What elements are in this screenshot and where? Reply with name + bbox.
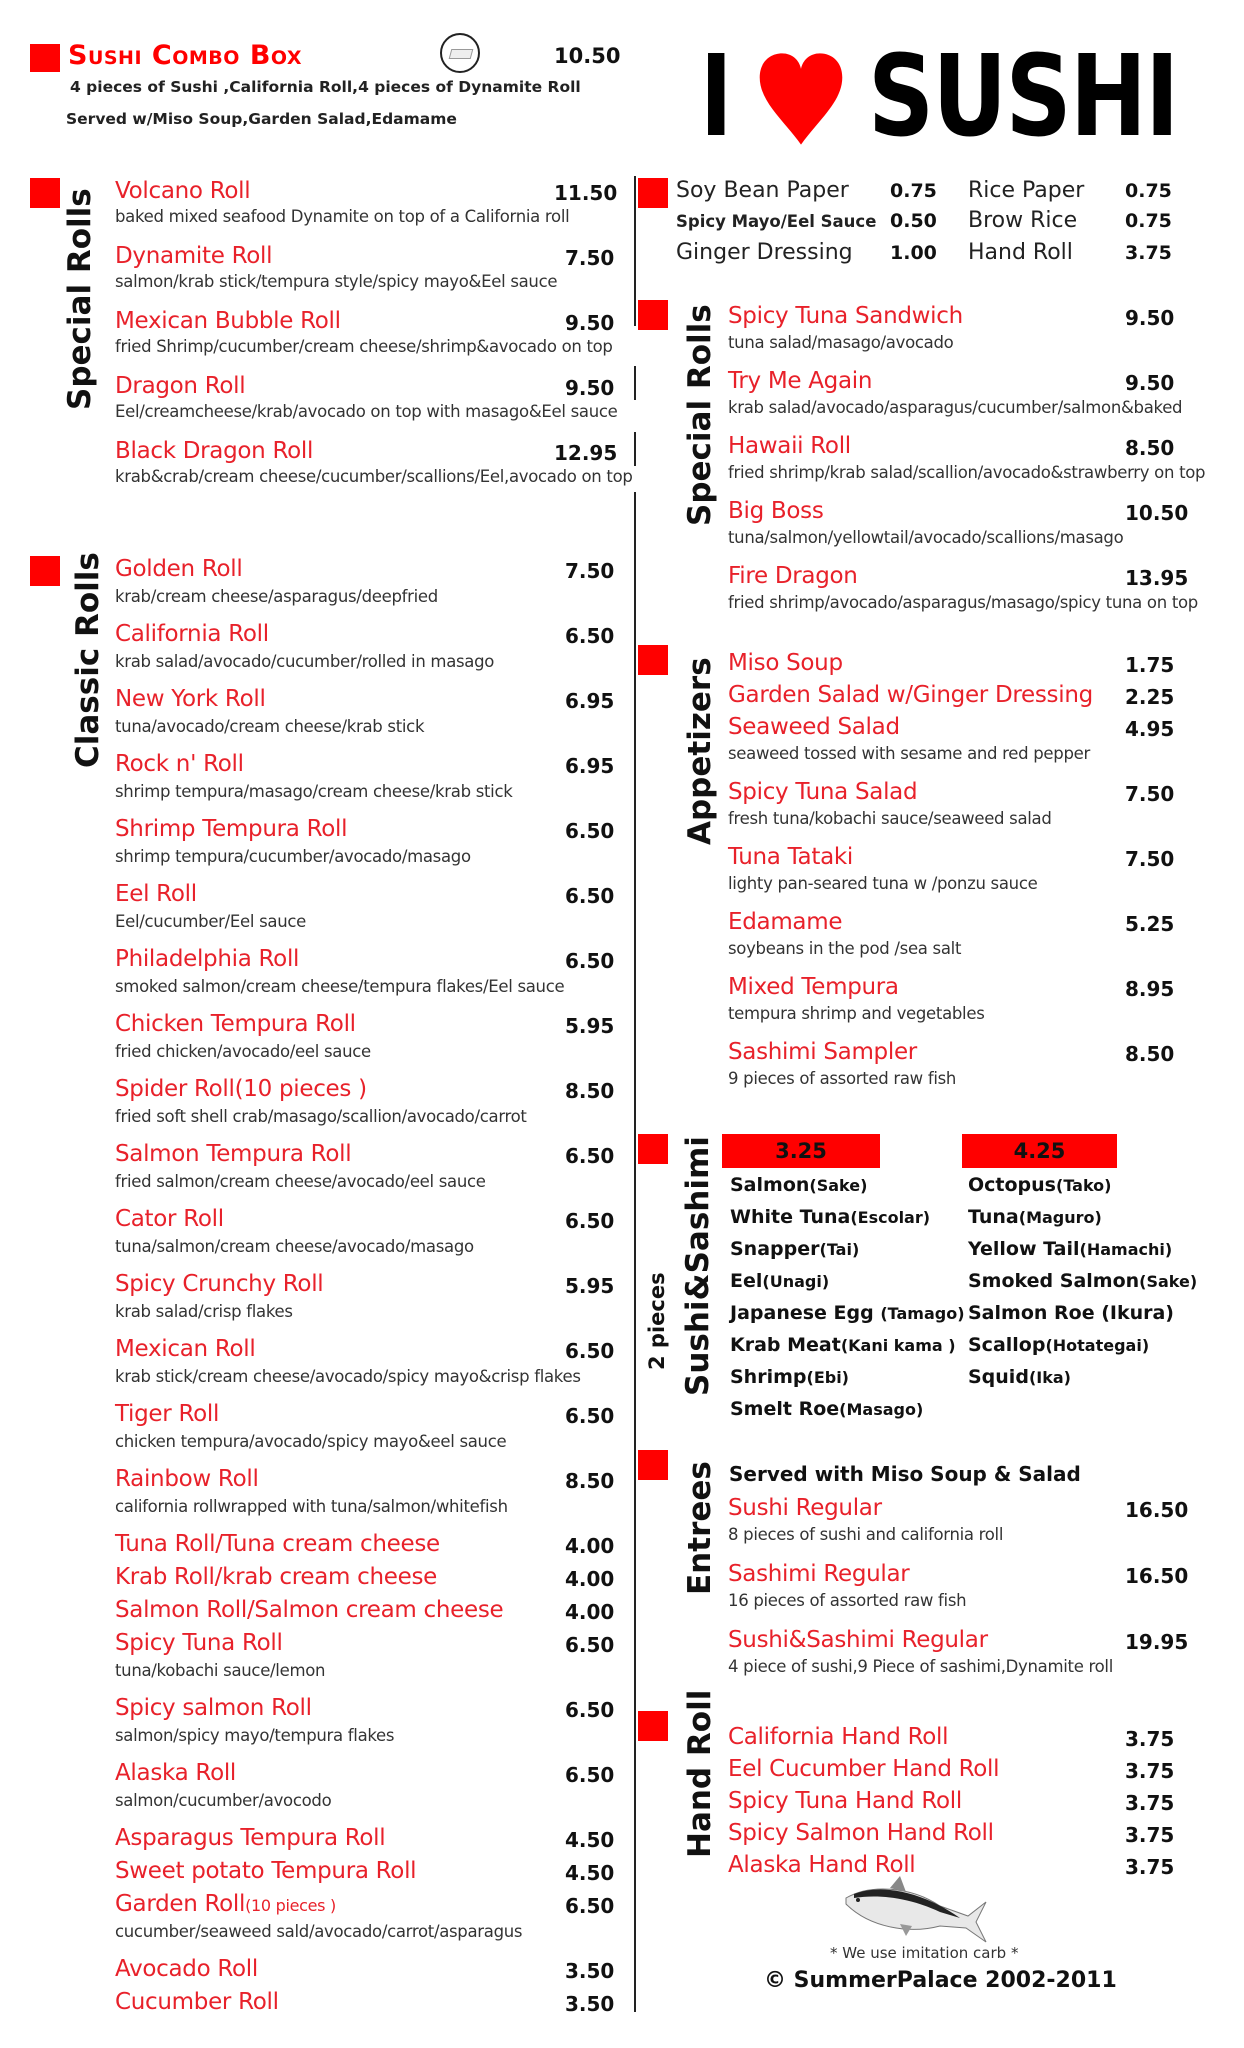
- menu-item-description: tuna/salmon/cream cheese/avocado/masago: [115, 1237, 474, 1256]
- menu-item-price: 7.50: [565, 246, 615, 270]
- sushi-item: [968, 1206, 1102, 1228]
- copyright-text: © SummerPalace 2002-2011: [764, 1968, 1117, 1993]
- section-label-hand-roll: Hand Roll: [682, 1689, 718, 1858]
- menu-item-description: fried soft shell crab/masago/scallion/avocado/carrot: [115, 1107, 527, 1126]
- extra-item-price: 0.75: [1125, 210, 1172, 232]
- menu-item-price: 6.50: [565, 884, 615, 908]
- sushi-item-name: Krab Meat: [730, 1334, 841, 1356]
- menu-item-price: 9.50: [1125, 371, 1175, 395]
- section-sublabel-2-pieces: 2 pieces: [645, 1272, 669, 1370]
- section-marker-icon: [638, 300, 668, 330]
- menu-item-name: Spicy Tuna Roll: [115, 1630, 283, 1656]
- sushi-item: [730, 1238, 859, 1260]
- menu-item-description: 9 pieces of assorted raw fish: [728, 1069, 957, 1088]
- sushi-item: [730, 1366, 849, 1388]
- menu-item-description: fried shrimp/avocado/asparagus/masago/spicy tuna on top: [728, 593, 1198, 612]
- section-marker-icon: [638, 1450, 668, 1480]
- menu-item-name: Sashimi Regular: [728, 1561, 910, 1587]
- menu-item-price: 5.95: [565, 1014, 615, 1038]
- menu-item-description: shrimp tempura/cucumber/avocado/masago: [115, 847, 471, 866]
- menu-item-name: Fire Dragon: [728, 563, 858, 589]
- sushi-item-name: Octopus: [968, 1174, 1056, 1196]
- imitation-crab-note: * We use imitation carb *: [830, 1944, 1019, 1962]
- price-tier-325: 3.25: [722, 1134, 880, 1168]
- extra-item-name: Soy Bean Paper: [676, 178, 849, 203]
- menu-item-description: krab salad/avocado/asparagus/cucumber/salmon&baked: [728, 398, 1183, 417]
- section-label-entrees: Entrees: [682, 1461, 718, 1595]
- menu-item-description: 8 pieces of sushi and california roll: [728, 1525, 1004, 1544]
- menu-item-price: 4.95: [1125, 717, 1175, 741]
- menu-item-price: 6.50: [565, 1763, 615, 1787]
- menu-item-price: 6.50: [565, 1339, 615, 1363]
- menu-item-description: 16 pieces of assorted raw fish: [728, 1591, 967, 1610]
- menu-item-price: 16.50: [1125, 1564, 1189, 1588]
- menu-item-description: soybeans in the pod /sea salt: [728, 939, 962, 958]
- section-label-special-rolls-right: Special Rolls: [682, 304, 718, 526]
- extra-item-price: 0.50: [890, 210, 937, 232]
- sushi-item-name: Yellow Tail: [968, 1238, 1080, 1260]
- menu-item-price: 8.95: [1125, 977, 1175, 1001]
- menu-item-name: Sushi Regular: [728, 1495, 882, 1521]
- menu-item-name: Try Me Again: [728, 368, 873, 394]
- menu-item-name: Mexican Roll: [115, 1336, 256, 1362]
- logo-text-i: I: [700, 32, 731, 162]
- sushi-item-japanese-name: (Maguro): [1018, 1208, 1102, 1227]
- menu-item-name: Volcano Roll: [115, 178, 251, 204]
- menu-item-name: Spicy Salmon Hand Roll: [728, 1820, 994, 1846]
- menu-item-description: fried shrimp/krab salad/scallion/avocado&strawberry on top: [728, 463, 1206, 482]
- section-marker-icon: [30, 178, 60, 208]
- extra-item-price: 1.00: [890, 242, 937, 264]
- sushi-item-japanese-name: (Tai): [819, 1240, 860, 1259]
- sushi-item: [968, 1366, 1071, 1388]
- sushi-item-name: White Tuna: [730, 1206, 851, 1228]
- sushi-item-name: Tuna: [968, 1206, 1019, 1228]
- entrees-served-note: Served with Miso Soup & Salad: [729, 1462, 1081, 1486]
- menu-item-name: Big Boss: [728, 498, 824, 524]
- menu-item-description: tuna/salmon/yellowtail/avocado/scallions/masago: [728, 528, 1124, 547]
- menu-item-price: 16.50: [1125, 1498, 1189, 1522]
- menu-item-description: Eel/cucumber/Eel sauce: [115, 912, 307, 931]
- menu-item-price: 11.50: [554, 181, 618, 205]
- menu-item-name: New York Roll: [115, 686, 266, 712]
- menu-item-price: 19.95: [1125, 1630, 1189, 1654]
- menu-item-price: 3.50: [565, 1959, 615, 1983]
- extra-item-price: 0.75: [890, 180, 937, 202]
- menu-item-name: Tuna Tataki: [728, 844, 853, 870]
- menu-item-price: 8.50: [565, 1469, 615, 1493]
- menu-item-name: Rock n' Roll: [115, 751, 244, 777]
- sushi-item-name: Eel: [730, 1270, 763, 1292]
- sushi-item-japanese-name: (Ebi): [806, 1368, 849, 1387]
- menu-item-description: california rollwrapped with tuna/salmon/whitefish: [115, 1497, 508, 1516]
- menu-item-price: 7.50: [1125, 847, 1175, 871]
- menu-item-description: cucumber/seaweed sald/avocado/carrot/asparagus: [115, 1922, 523, 1941]
- sushi-item-japanese-name: (Escolar): [850, 1208, 931, 1227]
- menu-item-name: Hawaii Roll: [728, 433, 851, 459]
- menu-item-description: smoked salmon/cream cheese/tempura flakes/Eel sauce: [115, 977, 565, 996]
- section-marker-icon: [30, 556, 60, 586]
- menu-item-price: 2.25: [1125, 685, 1175, 709]
- menu-item-price: 12.95: [554, 441, 618, 465]
- combo-price: 10.50: [554, 44, 621, 68]
- menu-item-name: Garden Salad w/Ginger Dressing: [728, 682, 1093, 708]
- sushi-item-name: Smoked Salmon: [968, 1270, 1140, 1292]
- menu-item-description: salmon/spicy mayo/tempura flakes: [115, 1726, 395, 1745]
- menu-item-name: Golden Roll: [115, 556, 243, 582]
- menu-item-name: Spider Roll(10 pieces ): [115, 1076, 367, 1102]
- menu-item-price: 6.50: [565, 949, 615, 973]
- sushi-item-name: Scallop: [968, 1334, 1046, 1356]
- menu-item-name: California Roll: [115, 621, 269, 647]
- sushi-item: [968, 1334, 1149, 1356]
- menu-item-price: 5.95: [565, 1274, 615, 1298]
- menu-item-name: Seaweed Salad: [728, 714, 900, 740]
- menu-item-name: Eel Roll: [115, 881, 197, 907]
- sushi-item: [730, 1174, 867, 1196]
- sushi-item: [730, 1270, 829, 1292]
- menu-item-price: 3.75: [1125, 1791, 1175, 1815]
- menu-item-name: Eel Cucumber Hand Roll: [728, 1756, 1000, 1782]
- menu-item-price: 3.75: [1125, 1727, 1175, 1751]
- menu-item-price: 3.50: [565, 1992, 615, 2016]
- menu-item-name: Spicy Tuna Hand Roll: [728, 1788, 962, 1814]
- menu-item-price: 3.75: [1125, 1823, 1175, 1847]
- menu-item-description: seaweed tossed with sesame and red pepper: [728, 744, 1090, 763]
- menu-item-price: 10.50: [1125, 501, 1189, 525]
- menu-item-price: 6.50: [565, 624, 615, 648]
- section-marker-icon: [638, 1711, 668, 1741]
- sushi-item-name: Salmon: [730, 1174, 810, 1196]
- section-label-special-rolls: Special Rolls: [62, 188, 98, 410]
- sushi-item: [968, 1270, 1197, 1292]
- menu-item-name: Shrimp Tempura Roll: [115, 816, 348, 842]
- menu-item-price: 8.50: [1125, 1042, 1175, 1066]
- menu-item-name: Spicy Tuna Salad: [728, 779, 918, 805]
- menu-item-name: Tiger Roll: [115, 1401, 220, 1427]
- menu-item-name: Spicy Crunchy Roll: [115, 1271, 324, 1297]
- sushi-item-japanese-name: (Hotategai): [1045, 1336, 1150, 1355]
- section-label-sushi-sashimi: Sushi&Sashimi: [680, 1136, 716, 1396]
- menu-item-price: 6.95: [565, 689, 615, 713]
- menu-item-description: chicken tempura/avocado/spicy mayo&eel sauce: [115, 1432, 507, 1451]
- section-label-classic-rolls: Classic Rolls: [70, 552, 106, 768]
- extra-item-price: 3.75: [1125, 242, 1172, 264]
- menu-item-description: tuna/avocado/cream cheese/krab stick: [115, 717, 425, 736]
- sushi-item-japanese-name: (Hamachi): [1079, 1240, 1173, 1259]
- menu-item-description: lighty pan-seared tuna w /ponzu sauce: [728, 874, 1038, 893]
- combo-title: Sushi Combo Box: [68, 40, 303, 71]
- menu-item-name: Chicken Tempura Roll: [115, 1011, 356, 1037]
- column-divider: [634, 176, 636, 326]
- menu-item-price: 4.00: [565, 1534, 615, 1558]
- menu-item-name: Tuna Roll/Tuna cream cheese: [115, 1531, 440, 1557]
- menu-item-description: fresh tuna/kobachi sauce/seaweed salad: [728, 809, 1052, 828]
- sushi-item-japanese-name: (Ika): [1028, 1368, 1071, 1387]
- section-marker-icon: [638, 178, 668, 208]
- menu-item-price: 6.50: [565, 1209, 615, 1233]
- combo-description: 4 pieces of Sushi ,California Roll,4 pieces of Dynamite Roll: [70, 78, 581, 96]
- menu-item-name: Alaska Hand Roll: [728, 1852, 916, 1878]
- menu-item-price: 6.50: [565, 1894, 615, 1918]
- bento-box-icon: [440, 33, 480, 73]
- heart-icon: [758, 50, 844, 148]
- menu-item-price: 3.75: [1125, 1855, 1175, 1879]
- menu-item-name: California Hand Roll: [728, 1724, 949, 1750]
- menu-item-description: tempura shrimp and vegetables: [728, 1004, 985, 1023]
- column-divider: [634, 432, 636, 466]
- menu-item-name: [115, 1891, 336, 1917]
- menu-item-name-suffix: (10 pieces ): [245, 1896, 336, 1915]
- menu-item-price: 13.95: [1125, 566, 1189, 590]
- menu-item-description: krab salad/avocado/cucumber/rolled in masago: [115, 652, 495, 671]
- sushi-item: [730, 1398, 923, 1420]
- menu-item-price: 6.50: [565, 1144, 615, 1168]
- menu-item-name: Philadelphia Roll: [115, 946, 300, 972]
- menu-item-description: shrimp tempura/masago/cream cheese/krab stick: [115, 782, 513, 801]
- menu-item-price: 4.50: [565, 1861, 615, 1885]
- menu-item-name: Asparagus Tempura Roll: [115, 1825, 386, 1851]
- menu-item-name: Salmon Roll/Salmon cream cheese: [115, 1597, 504, 1623]
- menu-item-description: salmon/cucumber/avocodo: [115, 1791, 332, 1810]
- menu-item-description: tuna/kobachi sauce/lemon: [115, 1661, 326, 1680]
- section-marker-icon: [30, 44, 60, 72]
- menu-item-price: 8.50: [565, 1079, 615, 1103]
- menu-item-description: 4 piece of sushi,9 Piece of sashimi,Dynamite roll: [728, 1657, 1113, 1676]
- menu-item-name: Alaska Roll: [115, 1760, 237, 1786]
- menu-item-name: Miso Soup: [728, 650, 843, 676]
- sushi-item-japanese-name: (Tako): [1056, 1176, 1112, 1195]
- menu-item-description: fried chicken/avocado/eel sauce: [115, 1042, 371, 1061]
- menu-item-name: Dragon Roll: [115, 373, 246, 399]
- sushi-item-name: Salmon Roe (Ikura): [968, 1302, 1174, 1324]
- menu-item-description: fried salmon/cream cheese/avocado/eel sauce: [115, 1172, 486, 1191]
- sushi-item-japanese-name: (Kani kama ): [840, 1336, 956, 1355]
- sushi-item-japanese-name: (Sake): [809, 1176, 868, 1195]
- menu-item-name: Spicy Tuna Sandwich: [728, 303, 963, 329]
- extra-item-name: Brow Rice: [968, 208, 1078, 233]
- menu-item-name: Salmon Tempura Roll: [115, 1141, 352, 1167]
- menu-item-description: krab stick/cream cheese/avocado/spicy mayo&crisp flakes: [115, 1367, 581, 1386]
- menu-item-price: 4.00: [565, 1567, 615, 1591]
- sushi-item-name: Shrimp: [730, 1366, 807, 1388]
- sushi-item: [968, 1302, 1174, 1324]
- menu-item-price: 6.95: [565, 754, 615, 778]
- menu-item-description: baked mixed seafood Dynamite on top of a California roll: [115, 207, 570, 226]
- menu-item-price: 6.50: [565, 1633, 615, 1657]
- menu-item-name: Cator Roll: [115, 1206, 224, 1232]
- menu-item-description: tuna salad/masago/avocado: [728, 333, 954, 352]
- sushi-item-name: Snapper: [730, 1238, 820, 1260]
- sushi-item-name: Squid: [968, 1366, 1029, 1388]
- menu-item-price: 6.50: [565, 1404, 615, 1428]
- section-marker-icon: [638, 1134, 668, 1164]
- menu-item-description: fried Shrimp/cucumber/cream cheese/shrimp&avocado on top: [115, 337, 613, 356]
- menu-item-name: Black Dragon Roll: [115, 438, 314, 464]
- menu-item-name: Mixed Tempura: [728, 974, 899, 1000]
- menu-item-name: Rainbow Roll: [115, 1466, 259, 1492]
- menu-item-price: 6.50: [565, 819, 615, 843]
- sushi-item-japanese-name: (Sake): [1139, 1272, 1198, 1291]
- sushi-item: [730, 1334, 956, 1356]
- menu-item-name: Avocado Roll: [115, 1956, 258, 1982]
- extra-item-name: Ginger Dressing: [676, 240, 853, 265]
- menu-item-price: 9.50: [565, 311, 615, 335]
- combo-served-with: Served w/Miso Soup,Garden Salad,Edamame: [66, 110, 457, 128]
- menu-item-description: salmon/krab stick/tempura style/spicy mayo&Eel sauce: [115, 272, 558, 291]
- sushi-item: [968, 1174, 1111, 1196]
- menu-item-name: Sushi&Sashimi Regular: [728, 1627, 988, 1653]
- menu-item-name-text: Garden Roll: [115, 1891, 246, 1917]
- sushi-item-japanese-name: (Unagi): [762, 1272, 830, 1291]
- extra-item-name: Rice Paper: [968, 178, 1085, 203]
- menu-item-name: Dynamite Roll: [115, 243, 273, 269]
- sushi-item: [968, 1238, 1172, 1260]
- menu-item-price: 4.00: [565, 1600, 615, 1624]
- menu-item-price: 3.75: [1125, 1759, 1175, 1783]
- sushi-item: [730, 1206, 930, 1228]
- menu-item-price: 5.25: [1125, 912, 1175, 936]
- menu-item-name: Sashimi Sampler: [728, 1039, 917, 1065]
- extra-item-name: Hand Roll: [968, 240, 1073, 265]
- menu-item-price: 1.75: [1125, 653, 1175, 677]
- section-label-appetizers: Appetizers: [682, 657, 718, 845]
- menu-item-description: Eel/creamcheese/krab/avocado on top with masago&Eel sauce: [115, 402, 618, 421]
- menu-item-price: 9.50: [1125, 306, 1175, 330]
- menu-item-price: 4.50: [565, 1828, 615, 1852]
- menu-item-description: krab/cream cheese/asparagus/deepfried: [115, 587, 438, 606]
- sushi-item-japanese-name: (Tamago): [880, 1304, 965, 1323]
- menu-item-name: Krab Roll/krab cream cheese: [115, 1564, 437, 1590]
- menu-item-description: krab&crab/cream cheese/cucumber/scallions/Eel,avocado on top: [115, 467, 633, 486]
- column-divider: [634, 366, 636, 400]
- menu-item-price: 9.50: [565, 376, 615, 400]
- column-divider: [634, 492, 636, 2012]
- sushi-item-name: Smelt Roe: [730, 1398, 840, 1420]
- menu-item-price: 7.50: [1125, 782, 1175, 806]
- menu-item-name: Edamame: [728, 909, 843, 935]
- menu-item-price: 7.50: [565, 559, 615, 583]
- extra-item-price: 0.75: [1125, 180, 1172, 202]
- extra-item-name: Spicy Mayo/Eel Sauce: [676, 212, 877, 231]
- menu-item-price: 6.50: [565, 1698, 615, 1722]
- tuna-fish-icon: [840, 1876, 990, 1946]
- price-tier-425: 4.25: [962, 1134, 1117, 1168]
- logo-text-sushi: SUSHI: [868, 32, 1178, 162]
- sushi-item: [730, 1302, 965, 1324]
- menu-item-name: Spicy salmon Roll: [115, 1695, 312, 1721]
- sushi-item-name: Japanese Egg: [730, 1302, 881, 1324]
- menu-item-price: 8.50: [1125, 436, 1175, 460]
- menu-item-name: Cucumber Roll: [115, 1989, 279, 2015]
- menu-item-name: Mexican Bubble Roll: [115, 308, 341, 334]
- sushi-item-japanese-name: (Masago): [839, 1400, 924, 1419]
- section-marker-icon: [638, 645, 668, 675]
- menu-item-description: krab salad/crisp flakes: [115, 1302, 293, 1321]
- menu-item-name: Sweet potato Tempura Roll: [115, 1858, 417, 1884]
